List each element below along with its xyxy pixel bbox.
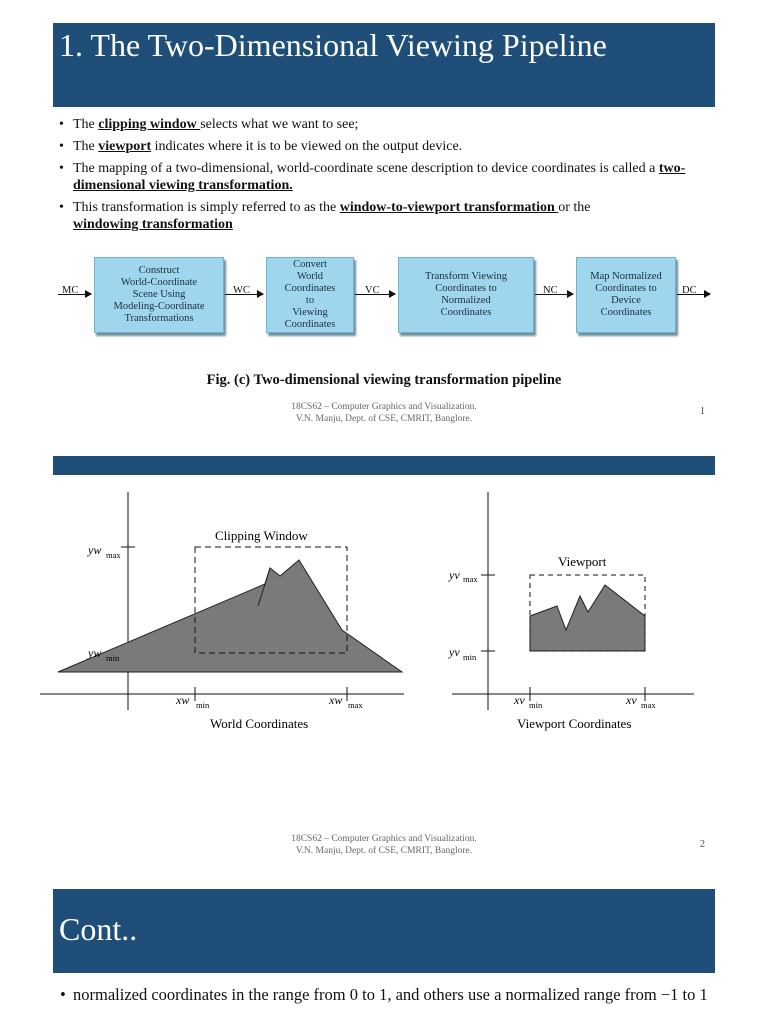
term-window-to-viewport: window-to-viewport transformation xyxy=(339,200,559,215)
xv-max-var: xv xyxy=(626,693,637,707)
page-number: 1 xyxy=(700,406,705,417)
yw-max-sub: max xyxy=(106,550,121,560)
label-vc: VC xyxy=(365,285,380,296)
footer-author: V.N. Manju, Dept. of CSE, CMRIT, Banglore. xyxy=(295,846,473,856)
bullet-text: The xyxy=(73,139,99,154)
label-wc: WC xyxy=(233,285,250,296)
figure-caption: Fig. (c) Two-dimensional viewing transformation pipeline xyxy=(206,372,562,388)
box-map-device xyxy=(576,257,676,333)
yv-min-sub: min xyxy=(463,652,477,662)
bullet-text: indicates where it is to be viewed on the output device. xyxy=(151,139,463,154)
slide3-title: Cont.. xyxy=(59,911,138,947)
label-nc: NC xyxy=(543,285,558,296)
viewport-coordinates-caption: Viewport Coordinates xyxy=(517,716,632,731)
slide3-title-band xyxy=(53,889,715,973)
box-transform-normalized xyxy=(398,257,534,333)
box-convert-viewing xyxy=(266,257,354,333)
slide1-title: 1. The Two-Dimensional Viewing Pipeline xyxy=(59,27,607,63)
xv-min-sub: min xyxy=(529,700,543,710)
box-text: Transform Viewing Coordinates to Normalized Coordinates xyxy=(425,271,507,318)
footer-course: 18CS62 – Computer Graphics and Visualization. xyxy=(291,834,477,844)
yw-min-sub: min xyxy=(106,653,120,663)
xw-min-var: xw xyxy=(176,693,190,707)
bullet-viewport xyxy=(58,138,708,155)
box-construct-world xyxy=(94,257,224,333)
footer-author: V.N. Manju, Dept. of CSE, CMRIT, Banglore. xyxy=(295,414,473,424)
xw-max-sub: max xyxy=(348,700,363,710)
bullet-text: or the xyxy=(558,200,591,215)
yw-min-var: yw xyxy=(88,646,102,660)
viewing-pipeline-diagram xyxy=(58,249,712,341)
xw-min-sub: min xyxy=(196,700,210,710)
label-mc: MC xyxy=(62,285,79,296)
page-number: 2 xyxy=(700,839,705,850)
bullet-window-to-viewport xyxy=(58,199,708,233)
slide1-bullet-list xyxy=(58,116,708,238)
clipping-window-label: Clipping Window xyxy=(215,528,308,543)
footer-course: 18CS62 – Computer Graphics and Visualization. xyxy=(291,402,477,412)
yw-max-var: yw xyxy=(88,543,102,557)
bullet-text: selects what we want to see; xyxy=(200,117,359,132)
xw-max-var: xw xyxy=(329,693,343,707)
yv-min-var: yv xyxy=(449,645,460,659)
slide2-title-band xyxy=(53,456,715,475)
box-text: Convert World Coordinates to Viewing Coordinates xyxy=(284,259,336,330)
box-text: Construct World-Coordinate Scene Using Modeling-Coordinate Transformations xyxy=(113,265,205,324)
world-coordinates-panel xyxy=(40,492,404,731)
box-text: Map Normalized Coordinates to Device Coordinates xyxy=(590,271,662,318)
viewport-coordinates-panel xyxy=(448,492,694,731)
world-coordinates-caption: World Coordinates xyxy=(210,716,309,731)
bullet-text: This transformation is simply referred to as the xyxy=(73,200,340,215)
term-clipping-window: clipping window xyxy=(98,117,201,132)
term-2d-viewing-transformation: two-dimensional viewing transformation. xyxy=(73,161,686,193)
slide1-footer xyxy=(0,401,768,425)
xv-max-sub: max xyxy=(641,700,656,710)
slide1-title-band xyxy=(53,23,715,107)
viewport-label: Viewport xyxy=(558,554,607,569)
term-windowing-transformation: windowing transformation xyxy=(73,217,233,232)
slide2-footer xyxy=(0,833,768,857)
label-dc: DC xyxy=(682,285,697,296)
term-viewport: viewport xyxy=(98,139,152,154)
xv-min-var: xv xyxy=(514,693,525,707)
viewport-scene-shape xyxy=(530,585,645,651)
yv-max-var: yv xyxy=(449,568,460,582)
bullet-text: The xyxy=(73,117,99,132)
yv-max-sub: max xyxy=(463,574,478,584)
bullet-text: The mapping of a two-dimensional, world-coordinate scene description to device coordinates is called a xyxy=(73,161,659,176)
slide3-bullet: • normalized coordinates in the range from 0 to 1, and others use a normalized range from −1 to 1 xyxy=(58,985,713,1005)
window-viewport-figure xyxy=(0,478,768,758)
bullet-clipping-window xyxy=(58,116,708,133)
bullet-viewing-transformation xyxy=(58,160,708,194)
